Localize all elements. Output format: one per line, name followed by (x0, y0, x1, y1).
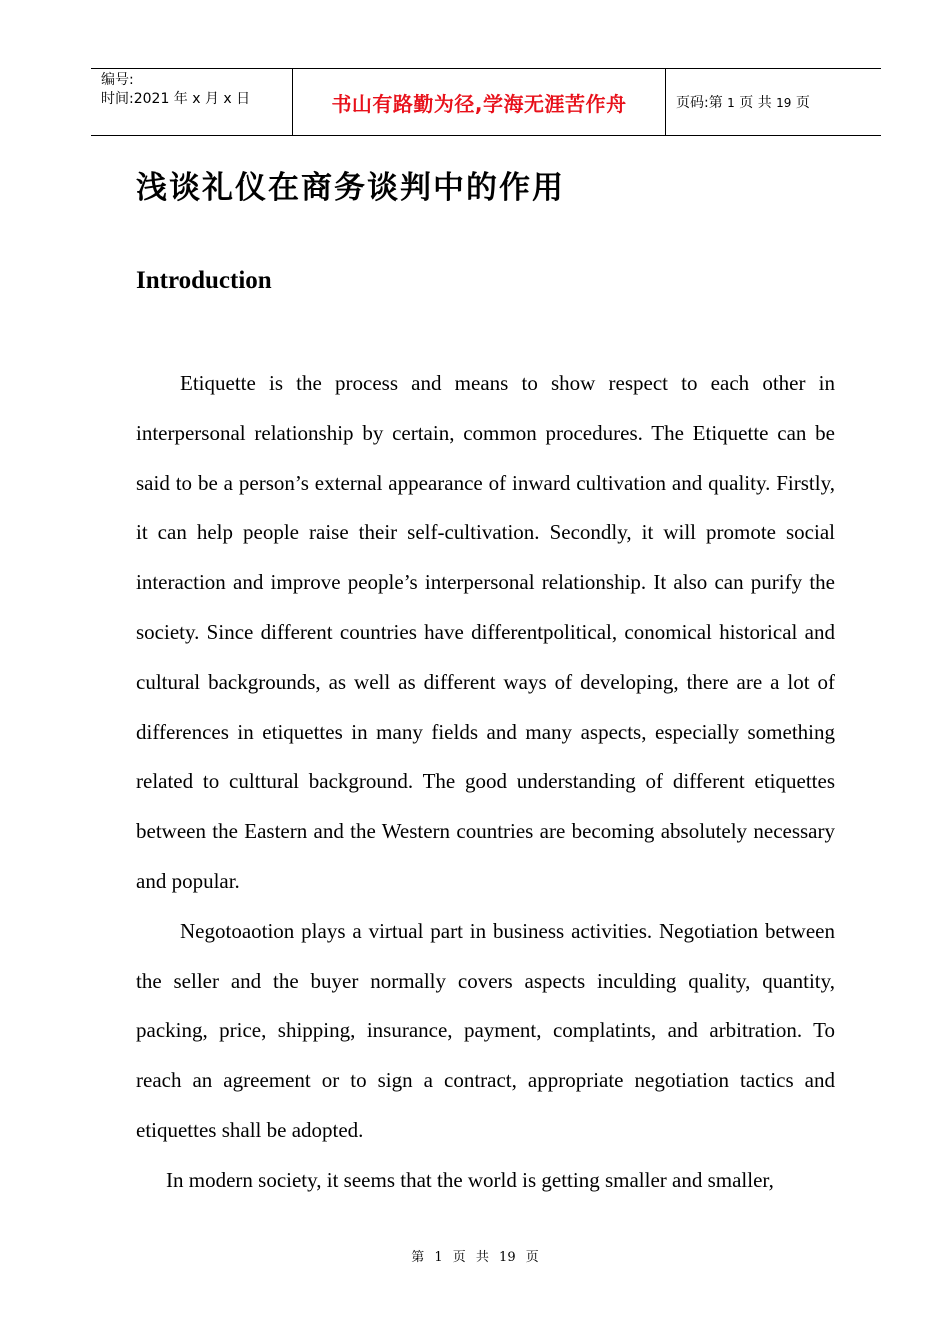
time-label: 时间:2021 年 x 月 x 日 (101, 91, 251, 107)
paragraph: In modern society, it seems that the world is getting smaller and smaller, (166, 1167, 774, 1192)
body-text (136, 359, 835, 1206)
document-title: 浅谈礼仪在商务谈判中的作用 (136, 170, 565, 206)
paragraph: Negotoaotion plays a virtual part in business activities. Negotiation between the seller and the buyer normally covers aspects inculding quality, quantity, packing, price, shipping, insurance, payment, complatints, and arbitration. To reach an agreement or to sign a contract, appropriate negotiation tactics and etiquettes shall be adopted. (136, 918, 835, 1142)
page-mid: 页 共 (739, 95, 772, 111)
page-suffix: 页 (795, 95, 810, 111)
page-prefix: 页码:第 (676, 95, 723, 111)
page-total: 19 (776, 96, 792, 110)
header-table (91, 68, 881, 136)
section-heading: Introduction (136, 267, 272, 294)
footer-page-number: 第 1 页 共 19 页 (411, 1250, 539, 1265)
header-page-number (666, 69, 881, 135)
page-current: 1 (727, 96, 735, 110)
header-motto: 书山有路勤为径,学海无涯苦作舟 (293, 69, 666, 135)
serial-number-label: 编号: (101, 72, 134, 88)
header-info-cell (91, 69, 293, 135)
paragraph: Etiquette is the process and means to show respect to each other in interpersonal relationship by certain, common procedures. The Etiquette can be said to be a person’s external appearance of inward cultivation and quality. Firstly, it can help people raise their self-cultivation. Secondly, it will promote social interaction and improve people’s interpersonal relationship. It also can purify the society. Since different countries have differentpolitical, conomical historical and cultural backgrounds, as well as different ways of developing, there are a lot of differences in etiquettes in many fields and many aspects, especially something related to culttural background. The good understanding of different etiquettes between the Eastern and the Western countries are becoming absolutely necessary and popular. (136, 371, 835, 893)
